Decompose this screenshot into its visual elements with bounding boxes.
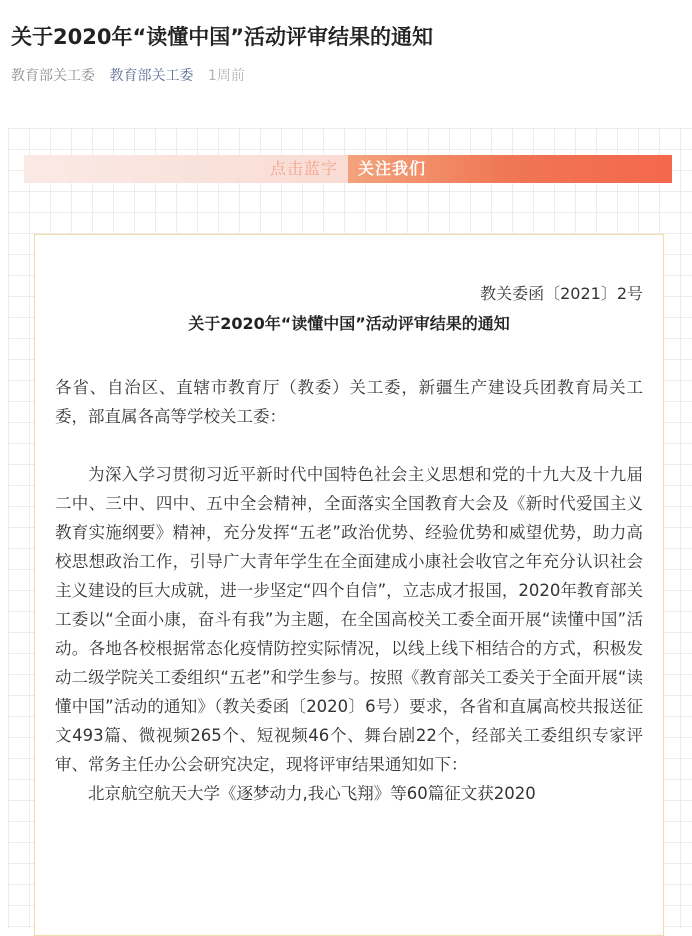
article-title: 关于2020年“读懂中国”活动评审结果的通知	[11, 25, 434, 49]
click-blue-text-label: 点击蓝字	[269, 159, 338, 178]
account-name-link[interactable]: 教育部关工委	[109, 68, 194, 84]
document-number: 教关委函〔2021〕2号	[480, 284, 643, 303]
follow-us-label: 关注我们	[358, 159, 427, 178]
article-author: 教育部关工委	[11, 68, 95, 84]
follow-banner-right	[348, 155, 672, 183]
document-paragraph: 为深入学习贯彻习近平新时代中国特色社会主义思想和党的十九大及十九届二中、三中、四中、五中全会精神，全面落实全国教育大会及《新时代爱国主义教育实施纲要》精神，充分发挥“五老”政治优势、经验优势和威望优势，助力高校思想政治工作，引导广大青年学生在全面建成小康社会收官之年充分认识社会主义建设的巨大成就，进一步坚定“四个自信”，立志成才报国，2020年教育部关工委以“全面小康，奋斗有我”为主题，在全国高校关工委全面开展“读懂中国”活动。各地各校根据常态化疫情防控实际情况，以线上线下相结合的方式，积极发动二级学院关工委组织“五老”和学生参与。按照《教育部关工委关于全面开展“读懂中国”活动的通知》（教关委函〔2020〕6号）要求，各省和直属高校共报送征文493篇、微视频265个、短视频46个、舞台剧22个，经部关工委组织专家评审、常务主任办公会研究决定，现将评审结果通知如下：	[55, 465, 643, 774]
follow-banner-left	[24, 155, 348, 183]
follow-banner[interactable]	[24, 155, 672, 183]
document-paragraph: 北京航空航天大学《逐梦动力,我心飞翔》等60篇征文获2020	[88, 784, 536, 803]
document-salutation: 各省、自治区、直辖市教育厅（教委）关工委，新疆生产建设兵团教育局关工委，部直属各高等学校关工委：	[55, 378, 643, 426]
document-frame	[34, 234, 664, 936]
publish-time: 1周前	[207, 68, 245, 84]
document-title: 关于2020年“读懂中国”活动评审结果的通知	[188, 314, 510, 333]
article-meta	[11, 66, 245, 86]
document-body	[55, 373, 643, 808]
